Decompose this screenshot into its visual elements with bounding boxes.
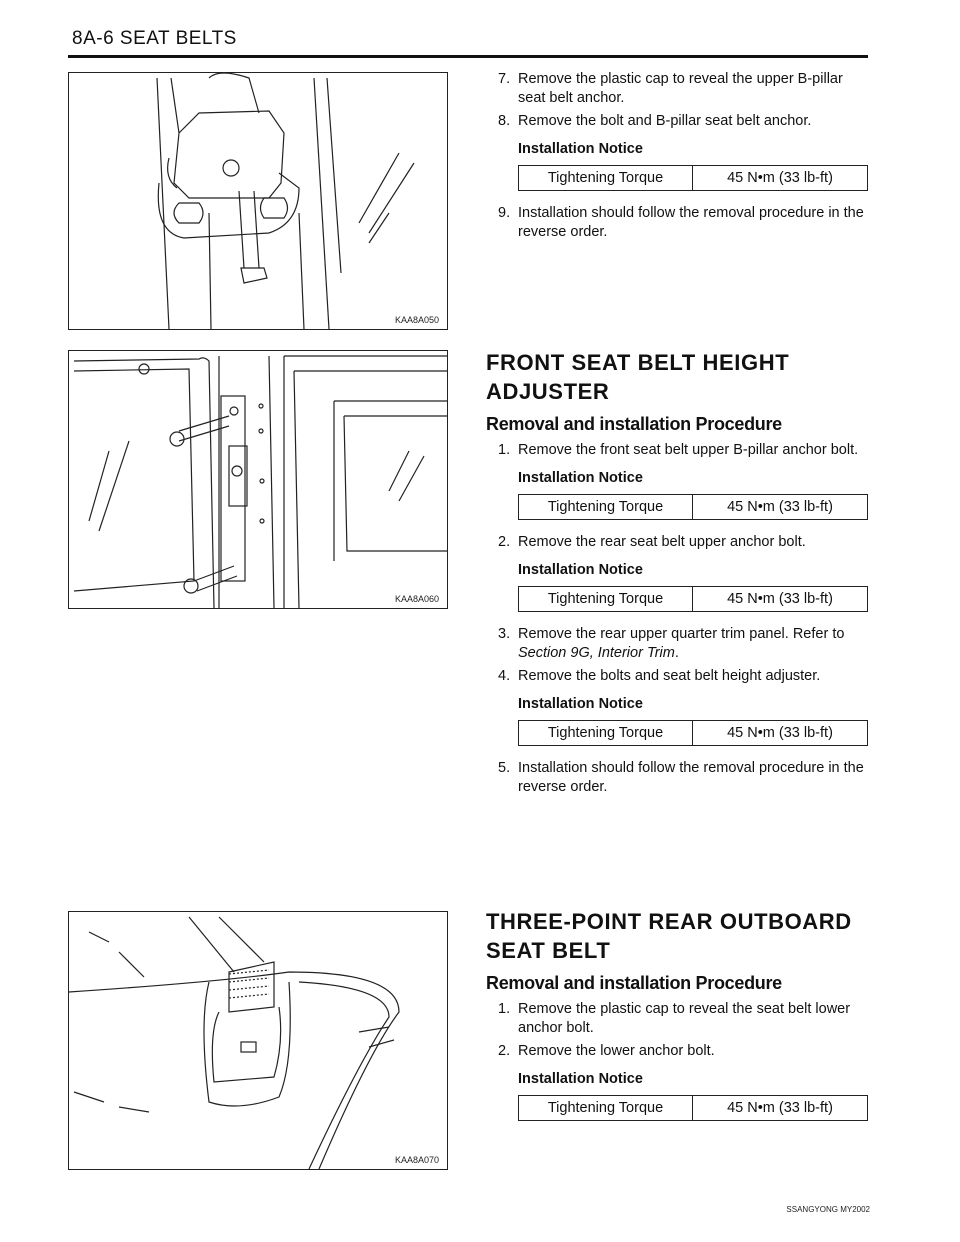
- torque-label: Tightening Torque: [519, 1096, 693, 1121]
- page-footer: SSANGYONG MY2002: [786, 1205, 870, 1214]
- page-header-title: 8A-6 SEAT BELTS: [72, 28, 237, 49]
- step-text: Remove the rear upper quarter trim panel. Refer to: [518, 626, 845, 642]
- block-upper-anchor: [486, 70, 870, 242]
- step-5: [486, 759, 870, 797]
- step-8: [486, 112, 870, 131]
- step-text: Remove the rear seat belt upper anchor bolt.: [518, 534, 806, 550]
- torque-table: [518, 494, 868, 520]
- torque-label: Tightening Torque: [519, 166, 693, 191]
- step-number: 7.: [498, 71, 511, 87]
- torque-label: Tightening Torque: [519, 721, 693, 746]
- figure-code: KAA8A060: [394, 594, 439, 604]
- figure-upper-anchor: [68, 72, 448, 330]
- figure-code: KAA8A070: [394, 1155, 439, 1165]
- step-1: [486, 441, 870, 460]
- torque-table: [518, 720, 868, 746]
- step-9: [486, 204, 870, 242]
- rear-lower-anchor-illustration: [69, 912, 447, 1169]
- torque-label: Tightening Torque: [519, 495, 693, 520]
- torque-value: 45 N•m (33 lb-ft): [693, 587, 868, 612]
- step-text-end: .: [674, 645, 679, 661]
- step-number: 2.: [498, 1043, 511, 1059]
- installation-notice: Installation Notice: [518, 562, 643, 578]
- installation-notice: Installation Notice: [518, 470, 643, 486]
- step-number: 1.: [498, 442, 511, 458]
- step-1: [486, 1000, 870, 1038]
- torque-table: [518, 1095, 868, 1121]
- section-title: FRONT SEAT BELT HEIGHT ADJUSTER: [486, 350, 790, 404]
- block-rear-outboard: [486, 907, 870, 1121]
- torque-value: 45 N•m (33 lb-ft): [693, 721, 868, 746]
- installation-notice: Installation Notice: [518, 1071, 643, 1087]
- header-rule: [68, 55, 868, 58]
- installation-notice: Installation Notice: [518, 696, 643, 712]
- step-number: 8.: [498, 113, 511, 129]
- figure-rear-lower-anchor: [68, 911, 448, 1170]
- step-2: [486, 1042, 870, 1061]
- step-text: Remove the bolt and B-pillar seat belt anchor.: [518, 113, 812, 129]
- section-title: THREE-POINT REAR OUTBOARD SEAT BELT: [486, 909, 852, 963]
- height-adjuster-illustration: [69, 351, 447, 608]
- figure-code: KAA8A050: [394, 315, 439, 325]
- step-number: 1.: [498, 1001, 511, 1017]
- torque-value: 45 N•m (33 lb-ft): [693, 166, 868, 191]
- step-number: 2.: [498, 534, 511, 550]
- step-text: Installation should follow the removal procedure in the reverse order.: [518, 760, 864, 795]
- step-text: Remove the plastic cap to reveal the upper B-pillar seat belt anchor.: [518, 71, 843, 106]
- figure-height-adjuster: [68, 350, 448, 609]
- step-2: [486, 533, 870, 552]
- step-7: [486, 70, 870, 108]
- installation-notice: Installation Notice: [518, 141, 643, 157]
- step-number: 4.: [498, 668, 511, 684]
- step-text: Remove the lower anchor bolt.: [518, 1043, 715, 1059]
- section-subtitle: Removal and installation Procedure: [486, 973, 782, 993]
- step-text: Remove the plastic cap to reveal the seat belt lower anchor bolt.: [518, 1001, 851, 1036]
- torque-table: [518, 586, 868, 612]
- upper-anchor-illustration: [69, 73, 447, 329]
- torque-value: 45 N•m (33 lb-ft): [693, 1096, 868, 1121]
- torque-table: [518, 165, 868, 191]
- step-3: [486, 625, 870, 663]
- step-4: [486, 667, 870, 686]
- step-number: 9.: [498, 205, 511, 221]
- torque-label: Tightening Torque: [519, 587, 693, 612]
- section-subtitle: Removal and installation Procedure: [486, 414, 782, 434]
- torque-value: 45 N•m (33 lb-ft): [693, 495, 868, 520]
- section-reference: Section 9G, Interior Trim: [518, 645, 675, 661]
- step-number: 3.: [498, 626, 511, 642]
- step-text: Installation should follow the removal procedure in the reverse order.: [518, 205, 864, 240]
- step-text: Remove the bolts and seat belt height adjuster.: [518, 668, 821, 684]
- step-number: 5.: [498, 760, 511, 776]
- step-text: Remove the front seat belt upper B-pillar anchor bolt.: [518, 442, 859, 458]
- block-height-adjuster: [486, 348, 870, 797]
